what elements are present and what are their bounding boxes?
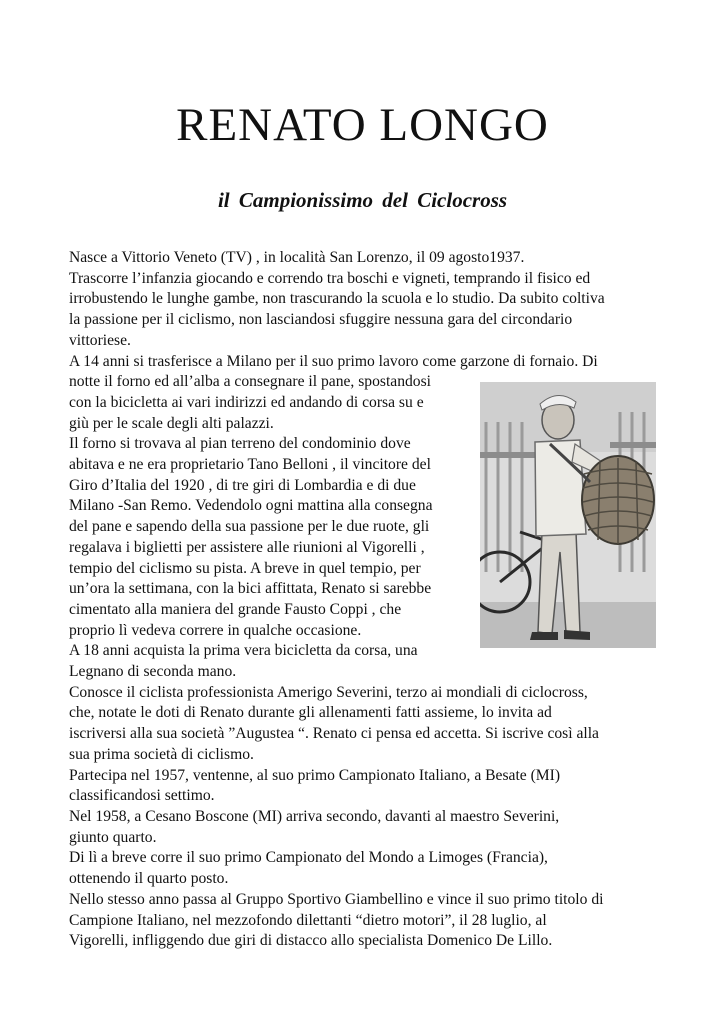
young-baker-with-basket-and-bicycle-photo <box>480 382 656 648</box>
text-line: giunto quarto. <box>69 828 157 846</box>
text-line: abitava e ne era proprietario Tano Belloni , il vincitore del <box>69 456 431 474</box>
text-line: Trascorre l’infanzia giocando e correndo tra boschi e vigneti, temprando il fisico ed <box>69 269 591 287</box>
text-line: Nel 1958, a Cesano Boscone (MI) arriva secondo, davanti al maestro Severini, <box>69 807 560 825</box>
text-line: cimentato alla maniera del grande Fausto Coppi , che <box>69 600 402 618</box>
text-line: Giro d’Italia del 1920 , di tre giri di Lombardia e di due <box>69 476 416 494</box>
text-line: Di lì a breve corre il suo primo Campionato del Mondo a Limoges (Francia), <box>69 849 548 867</box>
page-title: RENATO LONGO <box>176 99 549 151</box>
text-line: regalava i biglietti per assistere alle riunioni al Vigorelli , <box>69 538 425 556</box>
text-line: A 14 anni si trasferisce a Milano per il suo primo lavoro come garzone di fornaio. Di <box>69 352 598 370</box>
text-line: Conosce il ciclista professionista Amerigo Severini, terzo ai mondiali di ciclocross, <box>69 683 588 701</box>
text-line: Legnano di seconda mano. <box>69 663 237 681</box>
text-line: proprio lì vedeva correre in qualche occasione. <box>69 621 362 639</box>
text-line: vittoriese. <box>69 331 131 349</box>
text-line: Vigorelli, infliggendo due giri di distacco allo specialista Domenico De Lillo. <box>69 932 553 950</box>
text-line: Milano -San Remo. Vedendolo ogni mattina alla consegna <box>69 497 433 515</box>
page-subtitle: il Campionissimo del Ciclocross <box>217 188 508 212</box>
text-line: Nello stesso anno passa al Gruppo Sportivo Giambellino e vince il suo primo titolo di <box>69 890 604 908</box>
text-line: notte il forno ed all’alba a consegnare il pane, spostandosi <box>69 373 432 391</box>
text-line: con la bicicletta ai vari indirizzi ed andando di corsa su e <box>69 393 424 411</box>
text-line: classificandosi settimo. <box>69 787 215 805</box>
text-line: tempio del ciclismo su pista. A breve in quel tempio, per <box>69 559 421 577</box>
text-line: ottenendo il quarto posto. <box>69 870 229 888</box>
text-line: irrobustendo le lunghe gambe, non trascurando la scuola e lo studio. Da subito coltiva <box>69 290 605 308</box>
text-line: la passione per il ciclismo, non lasciandosi sfuggire nessuna gara del circondario <box>69 311 573 329</box>
text-line: A 18 anni acquista la prima vera bicicletta da corsa, una <box>69 642 418 660</box>
text-line: Campione Italiano, nel mezzofondo dilettanti “dietro motori”, il 28 luglio, al <box>69 911 547 929</box>
text-line: del pane e sapendo della sua passione per le due ruote, gli <box>69 518 430 536</box>
text-line: un’ora la settimana, con la bici affittata, Renato si sarebbe <box>69 580 432 598</box>
text-line: Partecipa nel 1957, ventenne, al suo primo Campionato Italiano, a Besate (MI) <box>69 766 561 784</box>
text-line: giù per le scale degli alti palazzi. <box>69 414 274 432</box>
text-line: che, notate le doti di Renato durante gli allenamenti fatti assieme, lo invita ad <box>69 704 552 722</box>
text-line: Nasce a Vittorio Veneto (TV) , in località San Lorenzo, il 09 agosto1937. <box>69 249 525 266</box>
text-line: iscriversi alla sua società ”Augustea “. Renato ci pensa ed accetta. Si iscrive così alla <box>69 725 599 743</box>
text-line: Il forno si trovava al pian terreno del condominio dove <box>69 435 411 453</box>
text-line: sua prima società di ciclismo. <box>69 745 254 763</box>
young-baker-photo <box>480 382 656 648</box>
